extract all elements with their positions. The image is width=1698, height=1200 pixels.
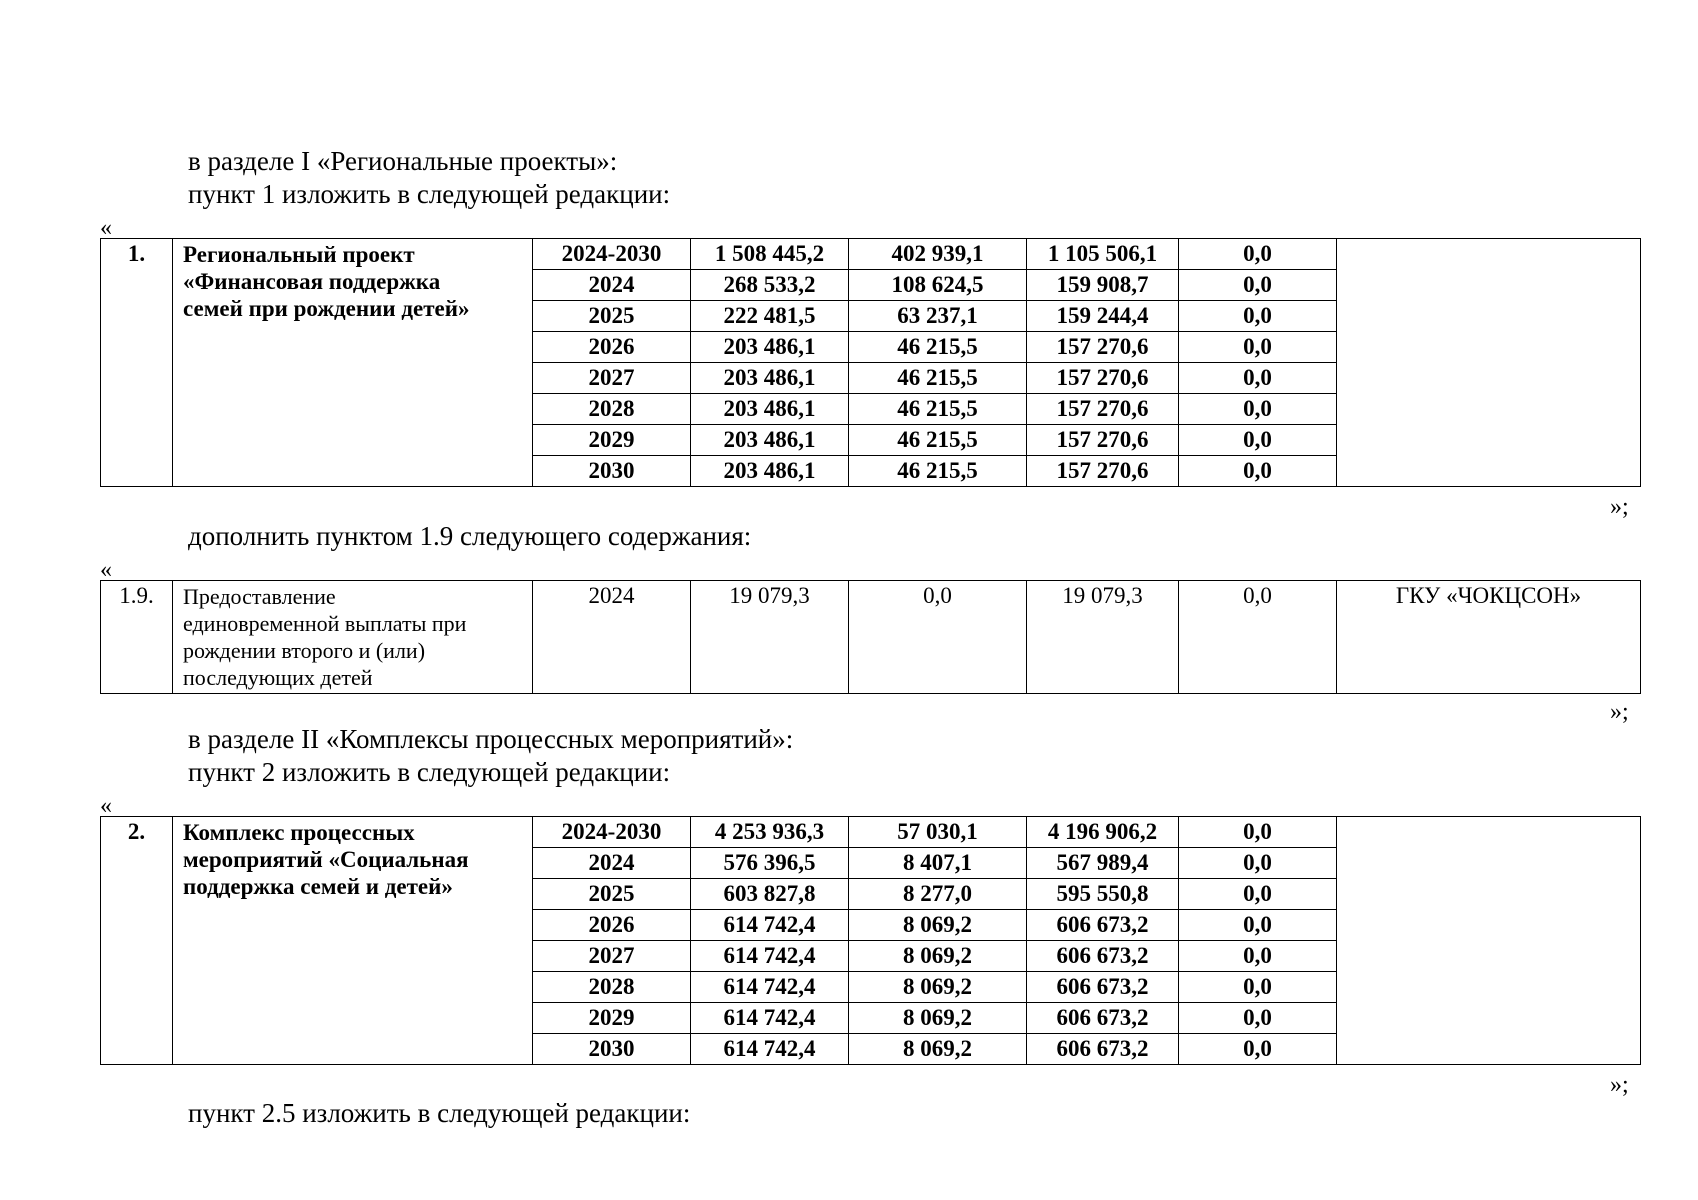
regional-budget-cell: 595 550,8 bbox=[1027, 879, 1179, 910]
total-cell: 1 508 445,2 bbox=[691, 239, 849, 270]
section2-heading: в разделе II «Комплексы процессных мероприятий»: bbox=[188, 724, 794, 754]
period-cell: 2024 bbox=[533, 848, 691, 879]
federal-budget-cell: 402 939,1 bbox=[849, 239, 1027, 270]
name-line: «Финансовая поддержка bbox=[183, 269, 441, 294]
other-sources-cell: 0,0 bbox=[1179, 332, 1337, 363]
section2-instruction: пункт 2 изложить в следующей редакции: bbox=[188, 757, 671, 787]
total-cell: 576 396,5 bbox=[691, 848, 849, 879]
other-sources-cell: 0,0 bbox=[1179, 239, 1337, 270]
other-sources-cell: 0,0 bbox=[1179, 425, 1337, 456]
item-name bbox=[173, 239, 533, 487]
item-name bbox=[173, 581, 533, 694]
total-cell: 203 486,1 bbox=[691, 394, 849, 425]
period-cell: 2028 bbox=[533, 972, 691, 1003]
table-item-1-9 bbox=[100, 580, 1641, 694]
regional-budget-cell: 606 673,2 bbox=[1027, 1034, 1179, 1065]
name-line: Комплекс процессных bbox=[183, 820, 415, 845]
regional-budget-cell: 159 908,7 bbox=[1027, 270, 1179, 301]
total-cell: 614 742,4 bbox=[691, 1034, 849, 1065]
close-quote: »; bbox=[1610, 494, 1629, 520]
executor-cell: ГКУ «ЧОКЦСОН» bbox=[1337, 581, 1641, 694]
total-cell: 614 742,4 bbox=[691, 910, 849, 941]
close-quote: »; bbox=[1610, 1072, 1629, 1098]
item-number: 1. bbox=[101, 239, 173, 487]
name-line: поддержка семей и детей» bbox=[183, 874, 453, 899]
last-instruction: пункт 2.5 изложить в следующей редакции: bbox=[188, 1098, 691, 1128]
period-cell: 2027 bbox=[533, 941, 691, 972]
regional-budget-cell: 159 244,4 bbox=[1027, 301, 1179, 332]
regional-budget-cell: 19 079,3 bbox=[1027, 581, 1179, 694]
federal-budget-cell: 8 069,2 bbox=[849, 910, 1027, 941]
other-sources-cell: 0,0 bbox=[1179, 848, 1337, 879]
period-cell: 2027 bbox=[533, 363, 691, 394]
period-cell: 2024 bbox=[533, 270, 691, 301]
executor-cell bbox=[1337, 239, 1641, 487]
item-name bbox=[173, 817, 533, 1065]
total-cell: 203 486,1 bbox=[691, 425, 849, 456]
period-cell: 2029 bbox=[533, 1003, 691, 1034]
open-quote: « bbox=[100, 557, 112, 583]
total-cell: 268 533,2 bbox=[691, 270, 849, 301]
federal-budget-cell: 46 215,5 bbox=[849, 332, 1027, 363]
other-sources-cell: 0,0 bbox=[1179, 879, 1337, 910]
federal-budget-cell: 46 215,5 bbox=[849, 363, 1027, 394]
period-cell: 2026 bbox=[533, 910, 691, 941]
regional-budget-cell: 606 673,2 bbox=[1027, 910, 1179, 941]
executor-cell bbox=[1337, 817, 1641, 1065]
total-cell: 203 486,1 bbox=[691, 363, 849, 394]
federal-budget-cell: 8 277,0 bbox=[849, 879, 1027, 910]
federal-budget-cell: 63 237,1 bbox=[849, 301, 1027, 332]
name-line: мероприятий «Социальная bbox=[183, 847, 469, 872]
federal-budget-cell: 46 215,5 bbox=[849, 425, 1027, 456]
name-line: последующих детей bbox=[183, 665, 373, 690]
period-cell: 2025 bbox=[533, 301, 691, 332]
regional-budget-cell: 157 270,6 bbox=[1027, 363, 1179, 394]
table-regional-project bbox=[100, 238, 1641, 487]
regional-budget-cell: 157 270,6 bbox=[1027, 332, 1179, 363]
total-cell: 19 079,3 bbox=[691, 581, 849, 694]
name-line: рождении второго и (или) bbox=[183, 638, 426, 663]
total-cell: 203 486,1 bbox=[691, 332, 849, 363]
period-cell: 2024-2030 bbox=[533, 817, 691, 848]
federal-budget-cell: 57 030,1 bbox=[849, 817, 1027, 848]
other-sources-cell: 0,0 bbox=[1179, 270, 1337, 301]
total-cell: 222 481,5 bbox=[691, 301, 849, 332]
table-row bbox=[101, 239, 1641, 270]
federal-budget-cell: 8 407,1 bbox=[849, 848, 1027, 879]
table-row bbox=[101, 581, 1641, 694]
regional-budget-cell: 1 105 506,1 bbox=[1027, 239, 1179, 270]
total-cell: 614 742,4 bbox=[691, 941, 849, 972]
other-sources-cell: 0,0 bbox=[1179, 941, 1337, 972]
federal-budget-cell: 46 215,5 bbox=[849, 456, 1027, 487]
total-cell: 4 253 936,3 bbox=[691, 817, 849, 848]
regional-budget-cell: 157 270,6 bbox=[1027, 456, 1179, 487]
add-instruction: дополнить пунктом 1.9 следующего содержания: bbox=[188, 521, 752, 551]
other-sources-cell: 0,0 bbox=[1179, 817, 1337, 848]
other-sources-cell: 0,0 bbox=[1179, 1034, 1337, 1065]
federal-budget-cell: 46 215,5 bbox=[849, 394, 1027, 425]
period-cell: 2025 bbox=[533, 879, 691, 910]
period-cell: 2024 bbox=[533, 581, 691, 694]
period-cell: 2028 bbox=[533, 394, 691, 425]
name-line: единовременной выплаты при bbox=[183, 611, 467, 636]
open-quote: « bbox=[100, 215, 112, 241]
other-sources-cell: 0,0 bbox=[1179, 910, 1337, 941]
close-quote: »; bbox=[1610, 699, 1629, 725]
federal-budget-cell: 0,0 bbox=[849, 581, 1027, 694]
regional-budget-cell: 157 270,6 bbox=[1027, 425, 1179, 456]
federal-budget-cell: 8 069,2 bbox=[849, 1034, 1027, 1065]
other-sources-cell: 0,0 bbox=[1179, 394, 1337, 425]
total-cell: 614 742,4 bbox=[691, 1003, 849, 1034]
table-row bbox=[101, 817, 1641, 848]
other-sources-cell: 0,0 bbox=[1179, 972, 1337, 1003]
total-cell: 603 827,8 bbox=[691, 879, 849, 910]
other-sources-cell: 0,0 bbox=[1179, 363, 1337, 394]
section1-heading: в разделе I «Региональные проекты»: bbox=[188, 146, 618, 176]
period-cell: 2030 bbox=[533, 1034, 691, 1065]
total-cell: 203 486,1 bbox=[691, 456, 849, 487]
other-sources-cell: 0,0 bbox=[1179, 1003, 1337, 1034]
federal-budget-cell: 8 069,2 bbox=[849, 972, 1027, 1003]
section1-instruction: пункт 1 изложить в следующей редакции: bbox=[188, 179, 671, 209]
name-line: Предоставление bbox=[183, 584, 336, 609]
federal-budget-cell: 8 069,2 bbox=[849, 1003, 1027, 1034]
regional-budget-cell: 606 673,2 bbox=[1027, 941, 1179, 972]
other-sources-cell: 0,0 bbox=[1179, 456, 1337, 487]
regional-budget-cell: 606 673,2 bbox=[1027, 972, 1179, 1003]
item-number: 1.9. bbox=[101, 581, 173, 694]
table-process-complex bbox=[100, 816, 1641, 1065]
period-cell: 2024-2030 bbox=[533, 239, 691, 270]
other-sources-cell: 0,0 bbox=[1179, 581, 1337, 694]
total-cell: 614 742,4 bbox=[691, 972, 849, 1003]
name-line: семей при рождении детей» bbox=[183, 296, 470, 321]
federal-budget-cell: 8 069,2 bbox=[849, 941, 1027, 972]
federal-budget-cell: 108 624,5 bbox=[849, 270, 1027, 301]
other-sources-cell: 0,0 bbox=[1179, 301, 1337, 332]
regional-budget-cell: 567 989,4 bbox=[1027, 848, 1179, 879]
item-number: 2. bbox=[101, 817, 173, 1065]
period-cell: 2029 bbox=[533, 425, 691, 456]
period-cell: 2030 bbox=[533, 456, 691, 487]
regional-budget-cell: 4 196 906,2 bbox=[1027, 817, 1179, 848]
name-line: Региональный проект bbox=[183, 242, 415, 267]
regional-budget-cell: 606 673,2 bbox=[1027, 1003, 1179, 1034]
open-quote: « bbox=[100, 793, 112, 819]
regional-budget-cell: 157 270,6 bbox=[1027, 394, 1179, 425]
period-cell: 2026 bbox=[533, 332, 691, 363]
